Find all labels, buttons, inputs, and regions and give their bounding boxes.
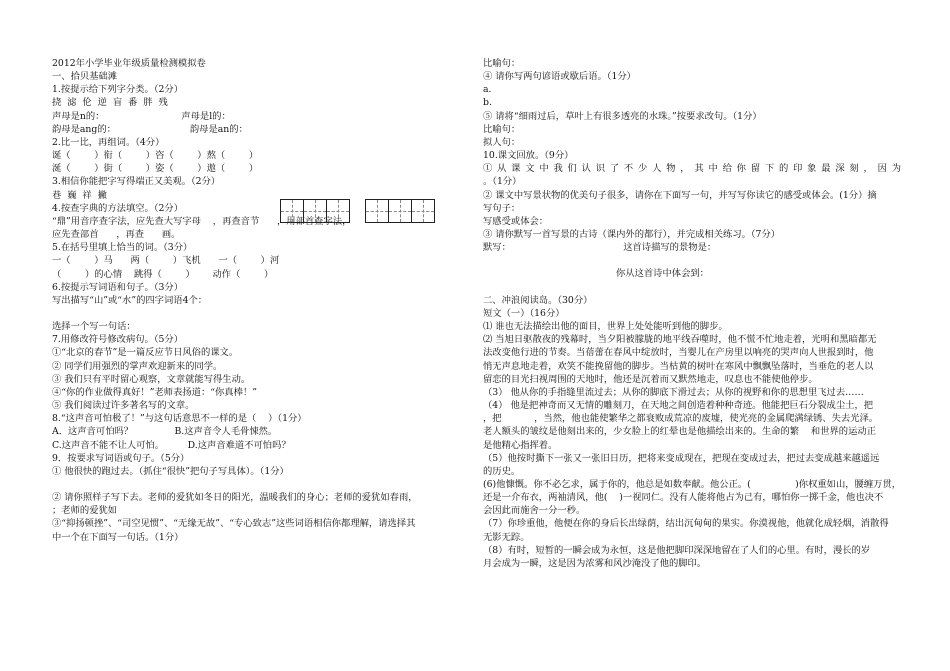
text-line: 写出描写“山”或“水”的四字词语4个： [52,294,208,306]
text-line: ⑴ 谁也无法描绘出他的面目，世界上处处能听到他的脚步。 [483,321,728,333]
text-line: 5.在括号里填上恰当的词。（3分） [52,242,193,254]
text-line [483,281,901,294]
text-line: b. [483,97,492,109]
text-line: 写句子： [483,202,521,214]
text-line: 法改变他行进的节奏。当蓓蕾在春风中绽放时，当婴儿在产房里以响亮的哭声向人世报到时，他 [483,347,874,359]
text-line: 老人额头的皱纹是他刻出来的，少女脸上的红晕也是他描绘出来的。生命的繁 和世界的运动正 [483,426,876,438]
text-line: 无影无踪。 [483,531,530,543]
left-column [52,57,492,544]
text-line: 中一个在下面写一句话。（1分） [52,531,184,543]
text-line: 短文（一）（16分） [483,307,565,319]
text-line: 声母是n的： 声母是l的： [52,110,231,122]
text-line: 6.按提示写词语和句子。（3分） [52,281,183,293]
text-line: 应先查部首 ，再查 画。 [52,229,181,241]
text-line: 10.课文回放。（9分） [483,150,574,162]
writing-cell [280,199,304,223]
writing-cell [303,199,327,223]
text-line: 默写： 这首诗描写的景物是： [483,242,717,254]
text-line: 写感受或体会： [483,215,549,227]
text-line [483,254,901,267]
writing-grid-2 [366,199,435,223]
writing-cell [411,199,435,223]
text-line: ① 他很快的跑过去。（抓住“很快”把句子写具体）。（1分） [52,465,289,477]
text-line: ⑵ 当旭日驱散夜的残幕时，当夕阳被朦胧的地平线吞噬时，他不慌不忙地走着，光明和黑暗都无 [483,334,877,346]
text-line: ① 从 课 文 中 我 们 认 识 了 不 少 人 物 ， 其 中 给 你 留 下 的 印 象 最 深 刻 ， 因 为 [483,163,901,175]
text-line: 2012年小学毕业年级质量检测模拟卷 [52,58,206,69]
text-line: ①“北京的春节”是一篇反应节日风俗的课文。 [52,347,239,359]
text-line: 拟人句： [483,136,521,148]
text-line: 悄无声息地走着，欢笑不能挽留他的脚步。当枯黄的树叶在寒风中飘飘坠落时，当垂危的老人以 [483,360,874,372]
text-line: 挠 滤 伦 逆 盲 番 胖 残 [52,97,168,109]
text-line: 9．按要求写词语或句子。（5分） [52,452,190,464]
text-line: 是他精心指挥着。 [483,439,558,451]
text-line: 涎（ ）街（ ）姿（ ）遨（ ） [52,163,259,175]
text-line: a. [483,84,492,96]
text-line: ③“抑扬顿挫”、“司空见惯”、“无缘无故”、“专心致志”这些词语相信你都理解，请选择其 [52,518,416,530]
text-line: 2.比一比，再组词。（4分） [52,136,165,148]
text-line: ⑤ 请将“细雨过后，草叶上有很多透亮的水珠。”按要求改句。（1分） [483,110,762,122]
text-line: (6)他慷慨。你不必乞求，属于你的，他总是如数奉献。他公正。( )你权重如山，腰缠万贯， [483,478,901,490]
text-line: （4） 他是把神奇而又无情的雕刻刀，在天地之间创造着种种奇迹。他能把巨石分裂成尘土，把 [483,400,874,412]
text-line: 月会成为一瞬，这是因为浓雾和风沙淹没了他的脚印。 [483,557,707,569]
text-line: 韵母是ang的： 韵母是an的： [52,123,248,135]
text-line: 一（ ）马 两（ ）飞机 一（ ）河 [52,255,280,267]
text-line: “鼎”用音序查字法，应先查大写字母 ，再查音节 ，用部首查字法， [52,215,352,227]
text-line: （3） 他从你的手指缝里流过去；从你的脚底下滑过去；从你的视野和你的思想里飞过去…… [483,386,864,398]
text-line: （ ）的心情 跳得（ ） 动作（ ） [52,268,274,280]
text-line: ② 同学们用强烈的掌声欢迎新来的同学。 [52,360,223,372]
text-line: 。（1分） [483,176,522,188]
text-line: 1.按提示给下列字分类。（2分） [52,84,183,96]
text-line: 7.用修改符号修改病句。（5分） [52,334,183,346]
text-line: ；老师的爱犹如 [52,505,118,517]
text-line: ，把 ，当然，他也能使繁华之都衰败成荒凉的废墟，使光亮的金属爬满绿锈、失去光泽。 [483,413,879,425]
writing-cell [388,199,412,223]
text-line [52,478,492,491]
text-line: ⑤ 我们阅读过许多著名写的文章。 [52,400,195,412]
text-line: 比喻句： [483,123,521,135]
text-line: 8.“这声音可怕极了！”与这句话意思不一样的是（ ）（1分） [52,413,307,425]
text-line: （5）他按时撕下一张又一张旧日历，把将来变成现在，把现在变成过去，把过去变成越来越遥远 [483,452,880,464]
text-line: 比喻句： [483,58,521,69]
text-line: ④ 请你写两句谚语或歇后语。（1分） [483,71,636,83]
text-line: （8）有时，短暂的一瞬会成为永恒，这是他把脚印深深地留在了人们的心里。有时，漫长的岁 [483,544,871,556]
text-line: 留恋的目光扫视周围的天地时，他还是沉着而又默然地走，叹息也不能使他停步。 [483,373,818,385]
text-line: （7）你珍重他，他便在你的身后长出绿荫，结出沉甸甸的果实。你漠视他，他就化成轻烟，消散得 [483,518,889,530]
text-line: 一、拾贝基础滩 [52,71,118,83]
text-line: 诞（ ）衔（ ）咨（ ）熬（ ） [52,150,259,162]
text-line: A．这声音可怕吗？ B.这声音令人毛骨悚然。 [52,426,278,438]
writing-grid-1 [281,199,350,223]
writing-cell [326,199,350,223]
text-line: ④“你的作业做得真好！”老师表扬道：“你真棒！” [52,386,257,398]
text-line: 的历史。 [483,465,521,477]
text-line: 二、冲浪阅读岛。（30分） [483,294,593,306]
text-line: 4.按查字典的方法填空。（2分） [52,202,183,214]
text-line: 3.相信你能把字写得端正又美观。（2分） [52,176,221,188]
writing-cell [365,199,389,223]
text-line: ② 课文中写景状物的优美句子很多，请你在下面写一句，并写写你读它的感受或体会。(1分）摘 [483,189,877,201]
right-column [483,57,901,570]
text-line: 你从这首诗中体会到： [483,268,709,280]
text-line [52,307,492,320]
text-line: 还是一介布衣，两袖清风，他( )一视同仁。没有人能将他占为己有，哪怕你一掷千金，他也决不 [483,492,884,504]
text-line: ③ 请你默写一首写景的古诗（课内外的都行），并完成相关练习。（7分） [483,229,781,241]
text-line: C.这声音不能不让人可怕。 D.这声音难道不可怕吗？ [52,439,291,451]
text-line: 巷 巍 祥 撇 [52,189,107,201]
text-line: 选择一个写一句话： [52,321,136,333]
text-line: ② 请你照样子写下去。老师的爱犹如冬日的阳光，温暖我们的身心；老师的爱犹如春雨， [52,492,418,504]
text-line: ③ 我们只有平时留心观察，文章就能写得生动。 [52,373,251,385]
text-line: 会因此而施舍一分一秒。 [483,505,586,517]
